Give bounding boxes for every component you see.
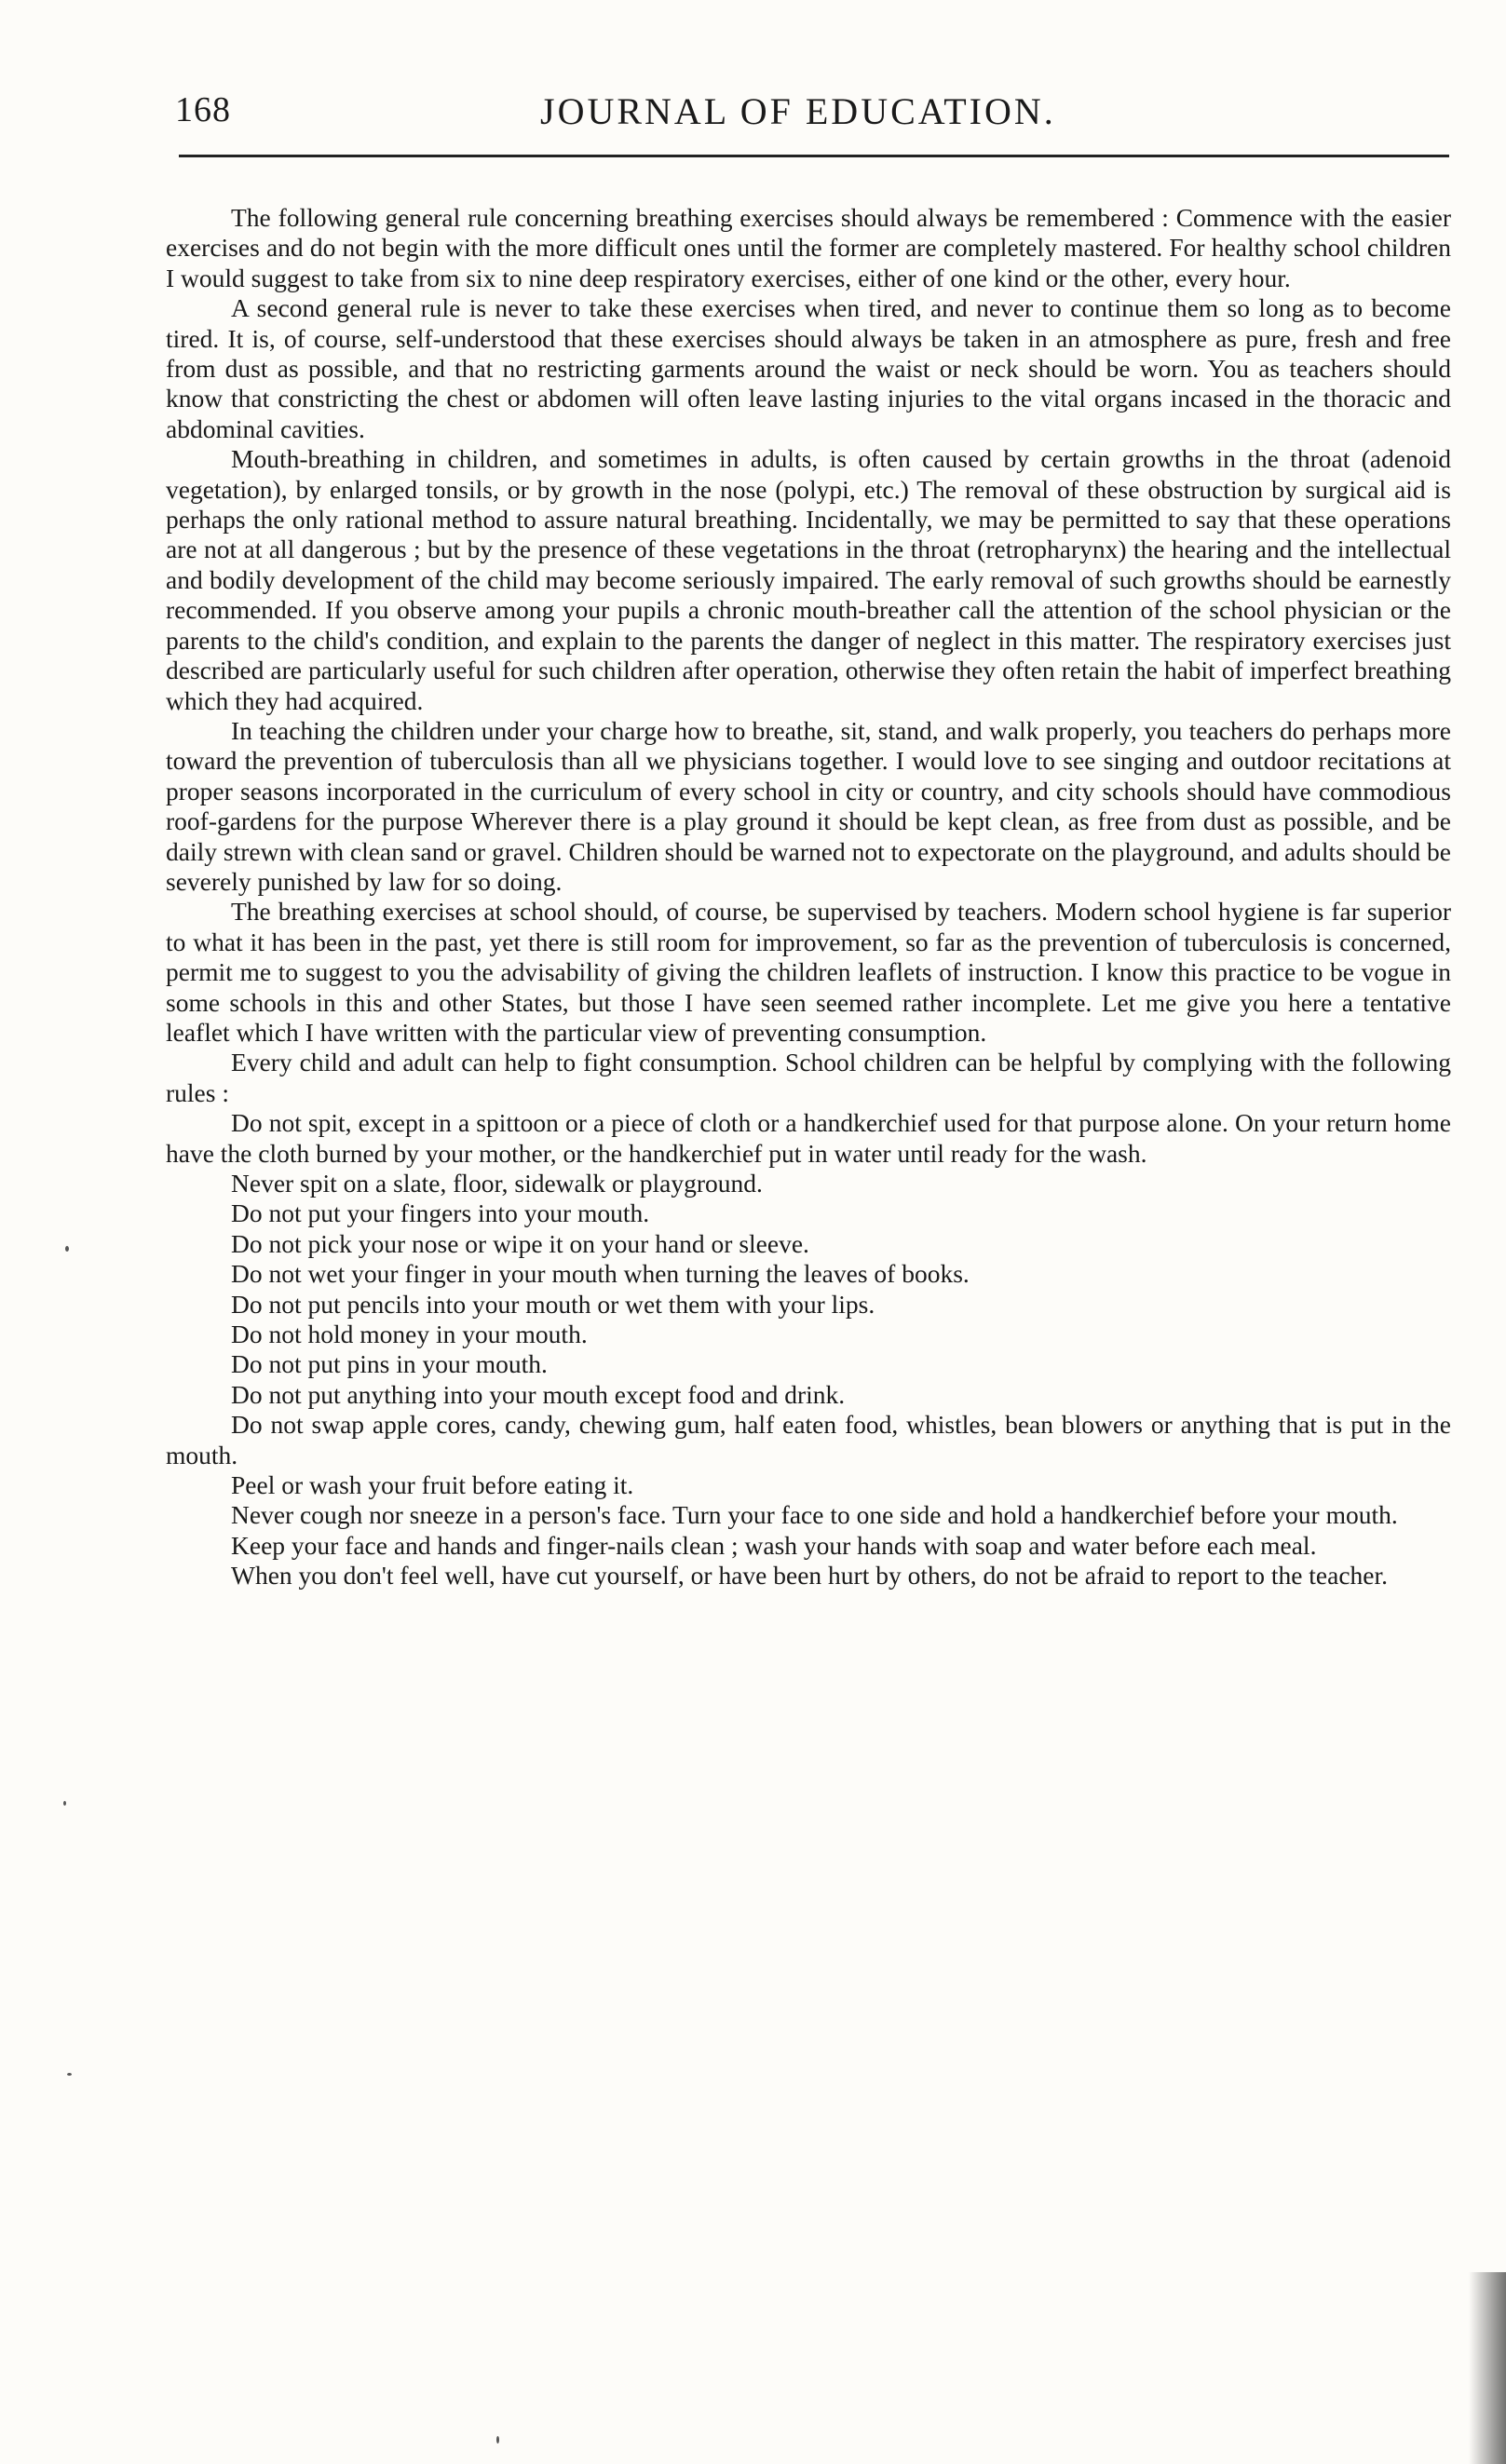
paragraph-mouth-breathing: Mouth-breathing in children, and sometimes in adults, is often caused by certain growths in the throat (adenoid vegetation), by enlarged tonsils, or by growth in the nose (polypi, etc.) The removal of these obstruction by surgical aid is perhaps the only rational method to assure natural breathing. Incidentally, we may be permitted to say that these operations are not at all dangerous ; but by the presence of these vegetations in the throat (retropharynx) the hearing and the intellectual and bodily development of the child may become seriously impaired. The early removal of such growths should be earnestly recommended. If you observe among your pupils a chronic mouth-breather call the attention of the school physician or the parents to the child's condition, and explain to the parents the danger of neglect in this matter. The respiratory exercises just described are particularly useful for such children after operation, otherwise they often retain the habit of imperfect breathing which they had acquired. — [166, 444, 1451, 715]
leaflet-rule: Do not put pins in your mouth. — [231, 1349, 548, 1379]
paragraph-second-rule: A second general rule is never to take these exercises when tired, and never to continue them so long as to become tired. It is, of course, self-understood that these exercises should always be taken in an atmosphere as pure, fresh and free from dust as possible, and that no restricting garments around the waist or neck should be worn. You as teachers should know that constricting the chest or abdomen will often leave lasting injuries to the vital organs incased in the thoracic and abdominal cavities. — [166, 293, 1451, 443]
paragraph-supervision: The breathing exercises at school should, of course, be supervised by teachers. Modern school hygiene is far superior to what it has been in the past, yet there is still room for improvement, so far as the prevention of tuberculosis is concerned, permit me to suggest to you the advisability of giving the children leaflets of instruction. I know this practice to be vogue in some schools in this and other States, but those I have seen seemed rather incomplete. Let me give you here a tentative leaflet which I have written with the particular view of preventing consumption. — [166, 897, 1451, 1047]
scan-edge-shadow — [1469, 2272, 1506, 2464]
paragraph-leaflet-intro: Every child and adult can help to fight consumption. School children can be helpful by complying with the following rules : — [166, 1048, 1451, 1107]
paragraph-spitting-rule: Do not spit, except in a spittoon or a piece of cloth or a handkerchief used for that purpose alone. On your return home have the cloth burned by your mother, or the handkerchief put in water until ready for the wash. — [166, 1108, 1451, 1168]
leaflet-rule: Keep your face and hands and finger-nails clean ; wash your hands with soap and water before each meal. — [231, 1530, 1317, 1560]
scan-speck — [65, 1246, 69, 1252]
running-title: JOURNAL OF EDUCATION. — [540, 90, 1056, 132]
leaflet-rule: Do not put your fingers into your mouth. — [231, 1198, 650, 1228]
leaflet-rule: Never cough nor sneeze in a person's face. Turn your face to one side and hold a handkerchief before your mouth. — [231, 1500, 1398, 1530]
page-header — [175, 89, 1442, 145]
scan-speck — [496, 2436, 499, 2444]
article-body — [166, 203, 1451, 1591]
leaflet-rule: Do not hold money in your mouth. — [231, 1320, 588, 1349]
paragraph-breathing-rule: The following general rule concerning breathing exercises should always be remembered : Commence with the easier exercises and do not begin with the more difficult ones until the former are completely mastered. For healthy school children I would suggest to take from six to nine deep respiratory exercises, either of one kind or the other, every hour. — [166, 203, 1451, 292]
leaflet-rule: Do not wet your finger in your mouth when turning the leaves of books. — [231, 1259, 970, 1289]
header-rule — [179, 155, 1449, 157]
leaflet-rule: Do not swap apple cores, candy, chewing gum, half eaten food, whistles, bean blowers or anything that is put in the mouth. — [166, 1410, 1451, 1469]
leaflet-rule: Peel or wash your fruit before eating it. — [231, 1470, 634, 1500]
leaflet-rule: Do not put pencils into your mouth or wet them with your lips. — [231, 1289, 875, 1319]
scan-speck — [63, 1801, 66, 1806]
paragraph-teaching: In teaching the children under your charge how to breathe, sit, stand, and walk properly, you teachers do perhaps more toward the prevention of tuberculosis than all we physicians together. I would love to see singing and outdoor recitations at proper seasons incorporated in the curriculum of every school in city or country, and city schools should have commodious roof-gardens for the purpose Wherever there is a play ground it should be kept clean, as free from dust as possible, and be daily strewn with clean sand or gravel. Children should be warned not to expectorate on the playground, and adults should be severely punished by law for so doing. — [166, 715, 1451, 896]
leaflet-rule: Never spit on a slate, floor, sidewalk or playground. — [231, 1169, 763, 1198]
leaflet-rule: When you don't feel well, have cut yourself, or have been hurt by others, do not be afraid to report to the teacher. — [231, 1561, 1389, 1591]
leaflet-rule: Do not pick your nose or wipe it on your hand or sleeve. — [231, 1228, 809, 1258]
page-number: 168 — [175, 90, 231, 129]
scan-speck — [67, 2073, 72, 2076]
leaflet-rule: Do not put anything into your mouth except food and drink. — [231, 1379, 846, 1409]
